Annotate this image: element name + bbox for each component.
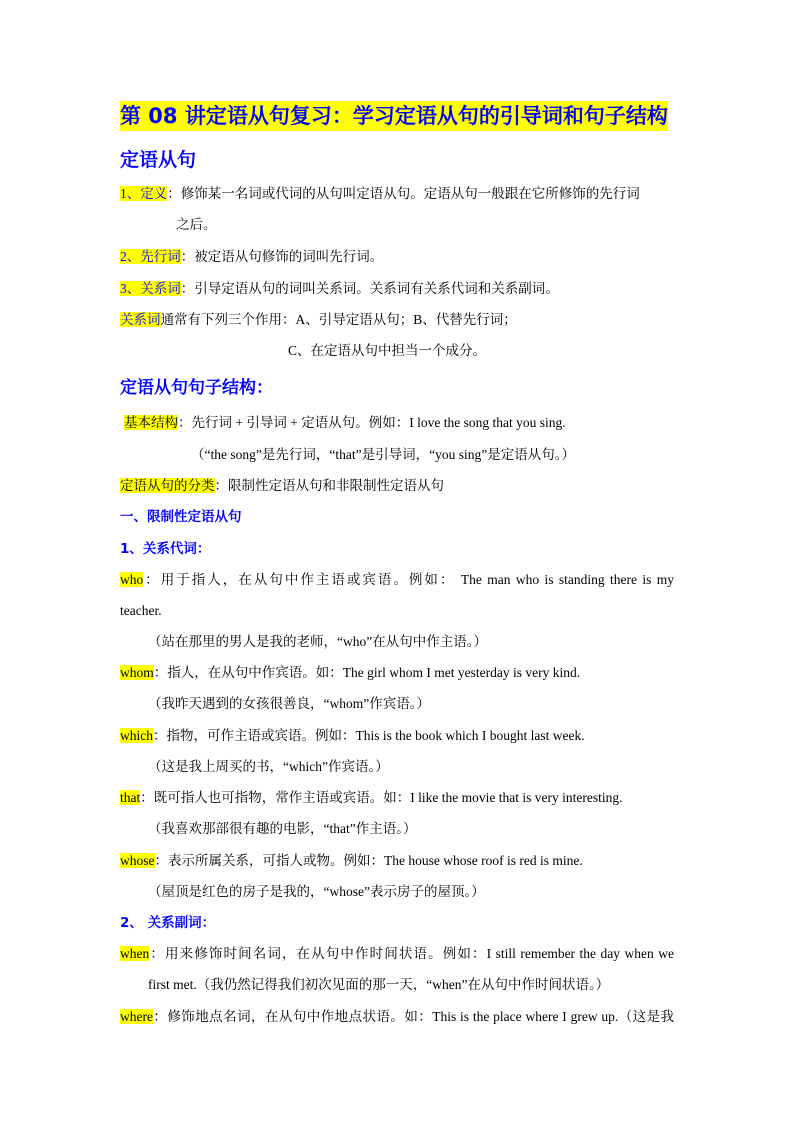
roles-line [120, 310, 517, 330]
classification-line [120, 476, 444, 496]
adverb-desc: ：修饰地点名词，在从句中作地点状语。如： [152, 1009, 433, 1024]
adverb-when-line [120, 944, 674, 964]
pronoun-example: The man who is standing there is my [455, 572, 674, 587]
adverb-word: where [120, 1009, 153, 1024]
pronoun-desc: ：既可指人也可指物，常作主语或宾语。如： [140, 790, 411, 805]
pronoun-whom-line [120, 663, 580, 683]
adverb-example: This is the place where I grew up.（这是我 [432, 1009, 675, 1024]
roles-label: 关系词 [120, 312, 161, 327]
pronoun-desc: ：指物，可作主语或宾语。例如： [153, 728, 356, 743]
relative-word-text: ：引导定语从句的词叫关系词。关系词有关系代词和关系副词。 [180, 281, 559, 296]
pronoun-example: The girl whom I met yesterday is very kind. [342, 665, 581, 680]
pronoun-whose-line [120, 851, 583, 871]
pronoun-whose-note: （屋顶是红色的房子是我的，“whose”表示房子的屋顶。） [148, 884, 485, 899]
pronoun-who-line [120, 570, 674, 590]
pronoun-which-line [120, 726, 585, 746]
pronoun-example: The house whose roof is red is mine. [384, 853, 583, 868]
relative-word-label: 3、关系词 [120, 281, 181, 296]
pronoun-word: whose [120, 853, 155, 868]
pronoun-which-note: （这是我上周买的书，“which”作宾语。） [148, 759, 389, 774]
definition-line [120, 184, 640, 204]
heading-restrictive: 一、限制性定语从句 [120, 509, 242, 525]
pronoun-desc: ：用于指人，在从句中作主语或宾语。例如： [143, 572, 456, 587]
pronoun-that-line [120, 788, 622, 808]
antecedent-text: ：被定语从句修饰的词叫先行词。 [180, 249, 384, 264]
classification-text: ：限制性定语从句和非限制性定语从句 [214, 478, 444, 493]
pronoun-word: that [120, 790, 141, 805]
adverb-when-continued: first met.（我仍然记得我们初次见面的那一天，“when”在从句中作时间状语。） [148, 977, 610, 992]
pronoun-word: who [120, 572, 144, 587]
definition-label: 1、定义 [120, 186, 168, 201]
pronoun-desc: ：表示所属关系，可指人或物。例如： [154, 853, 384, 868]
definition-text: ：修饰某一名词或代词的从句叫定语从句。定语从句一般跟在它所修饰的先行词 [167, 186, 640, 201]
classification-label: 定语从句的分类 [120, 478, 215, 493]
heading-relative-pronouns: 1、关系代词： [120, 541, 211, 557]
pronoun-who-note: （站在那里的男人是我的老师，“who”在从句中作主语。） [148, 634, 487, 649]
adverb-word: when [120, 946, 150, 961]
antecedent-label: 2、先行词 [120, 249, 181, 264]
adverb-desc: ：用来修饰时间名词，在从句中作时间状语。例如： [149, 946, 487, 961]
roles-text: 通常有下列三个作用：A、引导定语从句；B、代替先行词； [160, 312, 517, 327]
definition-continued: 之后。 [176, 217, 217, 232]
basic-structure-text: ：先行词 + 引导词 + 定语从句。例如：I love the song that you sing. [178, 415, 566, 430]
page-title: 第 08 讲定语从句复习：学习定语从句的引导词和句子结构 [120, 101, 668, 131]
pronoun-who-continued: teacher. [120, 603, 162, 618]
basic-structure-line [124, 413, 566, 433]
basic-structure-label: 基本结构 [124, 415, 178, 430]
heading-relative-adverbs: 2、 关系副词： [120, 915, 216, 931]
adverb-example: I still remember the day when we [486, 946, 674, 961]
pronoun-desc: ：指人，在从句中作宾语。如： [153, 665, 343, 680]
basic-structure-note: （“the song”是先行词，“that”是引导词，“you sing”是定语从句。） [191, 447, 575, 462]
pronoun-example: I like the movie that is very interesting. [410, 790, 623, 805]
pronoun-that-note: （我喜欢那部很有趣的电影，“that”作主语。） [148, 821, 417, 836]
heading-attributive-clause: 定语从句 [120, 149, 197, 171]
roles-continued: C、在定语从句中担当一个成分。 [288, 343, 487, 358]
antecedent-line [120, 247, 383, 267]
pronoun-example: This is the book which I bought last week. [355, 728, 585, 743]
pronoun-whom-note: （我昨天遇到的女孩很善良，“whom”作宾语。） [148, 696, 430, 711]
pronoun-word: which [120, 728, 153, 743]
relative-word-line [120, 279, 559, 299]
heading-sentence-structure: 定语从句句子结构： [120, 378, 273, 398]
pronoun-word: whom [120, 665, 154, 680]
adverb-where-line [120, 1007, 674, 1027]
